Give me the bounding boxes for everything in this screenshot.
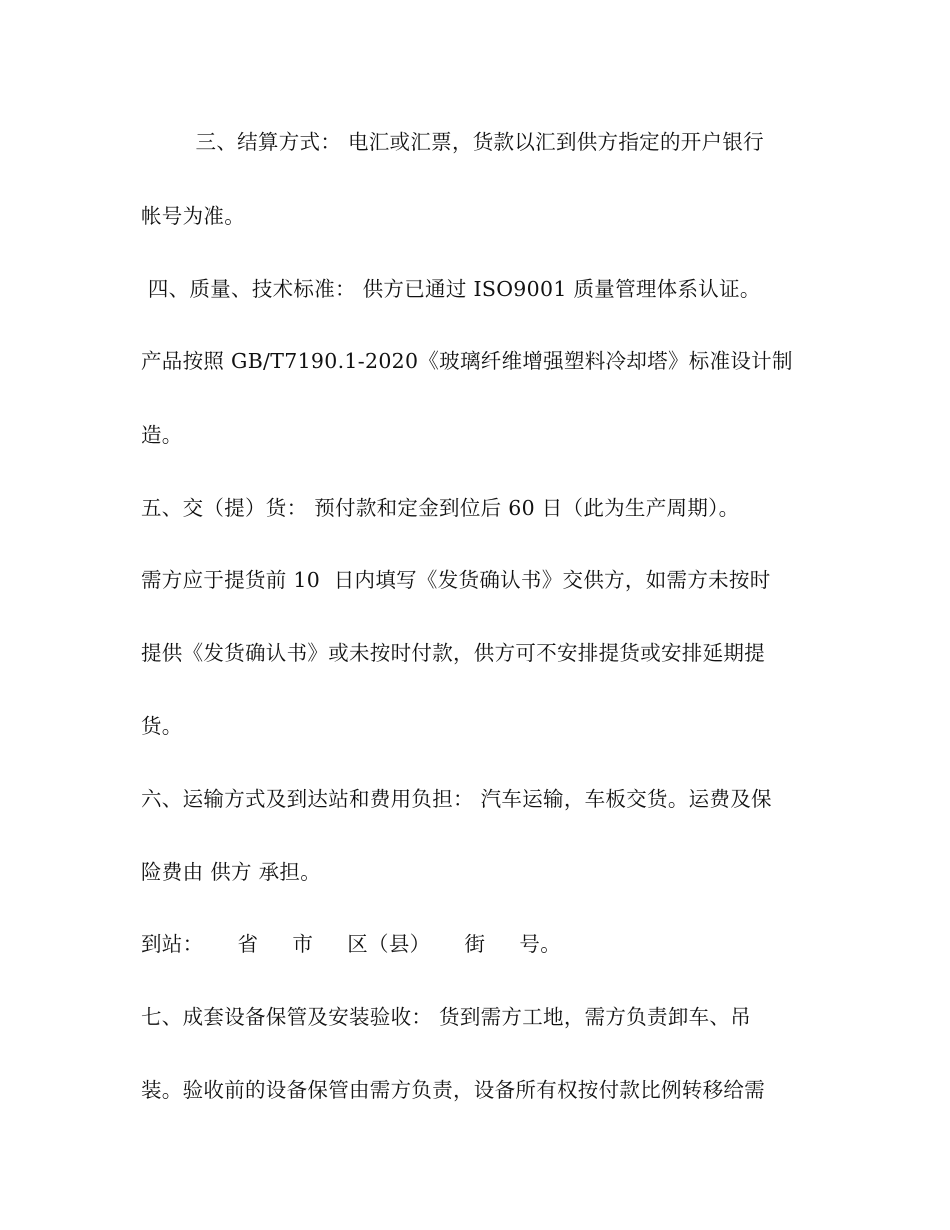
clause-5-delivery-line-3: 提供《发货确认书》或未按时付款，供方可不安排提货或安排延期提: [141, 641, 765, 665]
clause-4-quality-line-1: 四、质量、技术标准： 供方已通过 ISO9001 质量管理体系认证。: [141, 277, 761, 301]
clause-4-quality-line-2: 产品按照 GB/T7190.1-2020《玻璃纤维增强塑料冷却塔》标准设计制: [141, 349, 793, 373]
clause-3-settlement-line-2: 帐号为准。: [141, 204, 245, 228]
clause-6-transport-line-2: 险费由 供方 承担。: [141, 860, 322, 884]
destination-line: 到站： 省 市 区（县） 街 号。: [141, 932, 562, 956]
clause-7-acceptance-line-2: 装。验收前的设备保管由需方负责，设备所有权按付款比例转移给需: [141, 1078, 765, 1102]
clause-5-delivery-line-1: 五、交（提）货： 预付款和定金到位后 60 日（此为生产周期）。: [141, 496, 740, 520]
clause-5-delivery-line-2: 需方应于提货前 10 日内填写《发货确认书》交供方，如需方未按时: [141, 568, 771, 592]
clause-6-transport-line-1: 六、运输方式及到达站和费用负担： 汽车运输，车板交货。运费及保: [141, 787, 772, 811]
clause-3-settlement-line-1: 三、结算方式： 电汇或汇票，货款以汇到供方指定的开户银行: [141, 130, 764, 154]
clause-4-quality-line-3: 造。: [141, 423, 183, 447]
clause-7-acceptance-line-1: 七、成套设备保管及安装验收： 货到需方工地，需方负责卸车、吊: [141, 1005, 752, 1029]
clause-5-delivery-line-4: 货。: [141, 714, 183, 738]
